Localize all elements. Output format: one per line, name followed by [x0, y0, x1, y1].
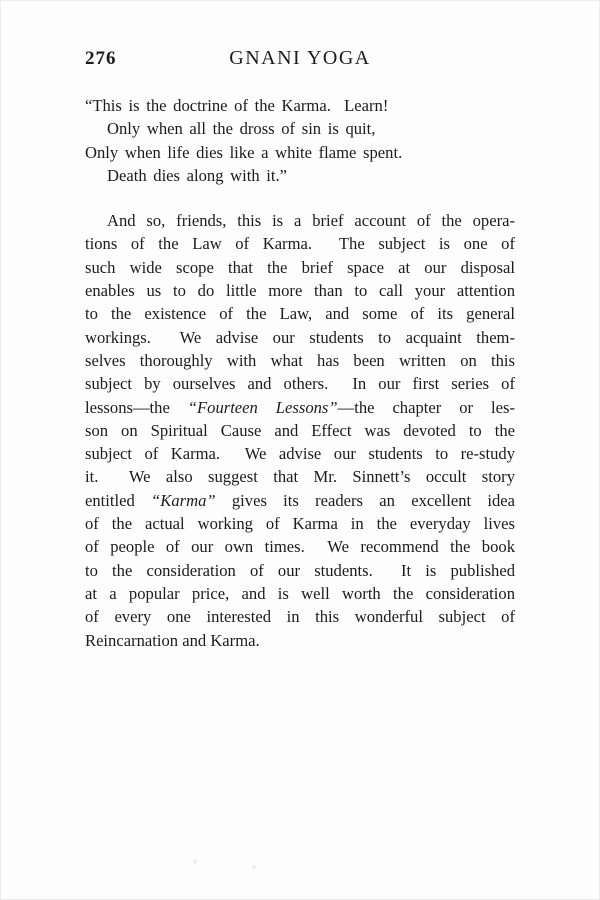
text-segment: of the actual working of Karma in the everyday lives: [85, 514, 515, 534]
text-segment: enables us to do little more than to call your attention: [85, 281, 515, 301]
text-line: [85, 629, 515, 652]
verse-line: Only when all the dross of sin is quit,: [107, 119, 376, 139]
text-segment: lessons—the: [85, 397, 188, 417]
text-segment: gives its readers an excellent idea: [215, 490, 516, 510]
text-segment: son on Spiritual Cause and Effect was devoted to the: [85, 420, 515, 440]
verse-line: “This is the doctrine of the Karma. Learn!: [85, 96, 389, 115]
text-line: [85, 512, 515, 535]
text-line: [85, 605, 515, 628]
text-segment: Reincarnation and Karma.: [85, 630, 260, 650]
text-segment: And so, friends, this is a brief account of the opera-: [107, 211, 515, 231]
text-line: [85, 489, 515, 512]
text-segment: to the consideration of our students. It is published: [85, 560, 515, 580]
text-line: [85, 582, 515, 605]
text-segment: at a popular price, and is well worth the consideration: [85, 583, 515, 603]
italic-text: “Karma”: [151, 490, 216, 510]
text-segment: subject of Karma. We advise our students to re-study: [85, 444, 515, 464]
text-line: [85, 419, 515, 442]
page-number: 276: [85, 48, 117, 69]
text-segment: selves thoroughly with what has been written on this: [85, 350, 515, 370]
text-line: [85, 302, 515, 325]
text-segment: workings. We advise our students to acquaint them-: [85, 327, 515, 347]
text-line: [85, 209, 515, 232]
text-line: [85, 326, 515, 349]
text-line: [85, 559, 515, 582]
text-line: [85, 279, 515, 302]
text-line: [85, 442, 515, 465]
text-segment: tions of the Law of Karma. The subject is one of: [85, 234, 515, 254]
text-segment: entitled: [85, 490, 152, 510]
text-line: [85, 535, 515, 558]
text-line: [85, 372, 515, 395]
verse-line: Death dies along with it.”: [107, 165, 288, 185]
text-segment: such wide scope that the brief space at our disposal: [85, 257, 515, 277]
text-segment: to the existence of the Law, and some of its general: [85, 304, 515, 324]
text-line: [85, 256, 515, 279]
text-line: [85, 349, 515, 372]
text-line: [85, 232, 515, 255]
text-line: [85, 465, 515, 488]
running-title: GNANI YOGA: [229, 47, 371, 69]
verse-block: [85, 94, 515, 187]
italic-text: “Fourteen Lessons”: [187, 397, 338, 417]
page-header: [85, 47, 515, 70]
text-segment: of people of our own times. We recommend the book: [85, 537, 515, 557]
scan-artifact: [193, 859, 197, 864]
text-segment: of every one interested in this wonderful subject of: [85, 607, 515, 627]
text-line: [85, 396, 515, 419]
text-segment: —the chapter or les-: [337, 397, 515, 417]
verse-line: Only when life dies like a white flame spent.: [85, 142, 403, 162]
text-segment: subject by ourselves and others. In our first series of: [85, 374, 515, 394]
body-paragraph: [85, 209, 515, 652]
text-segment: it. We also suggest that Mr. Sinnett’s occult story: [85, 467, 515, 487]
scan-artifact: [252, 865, 256, 869]
